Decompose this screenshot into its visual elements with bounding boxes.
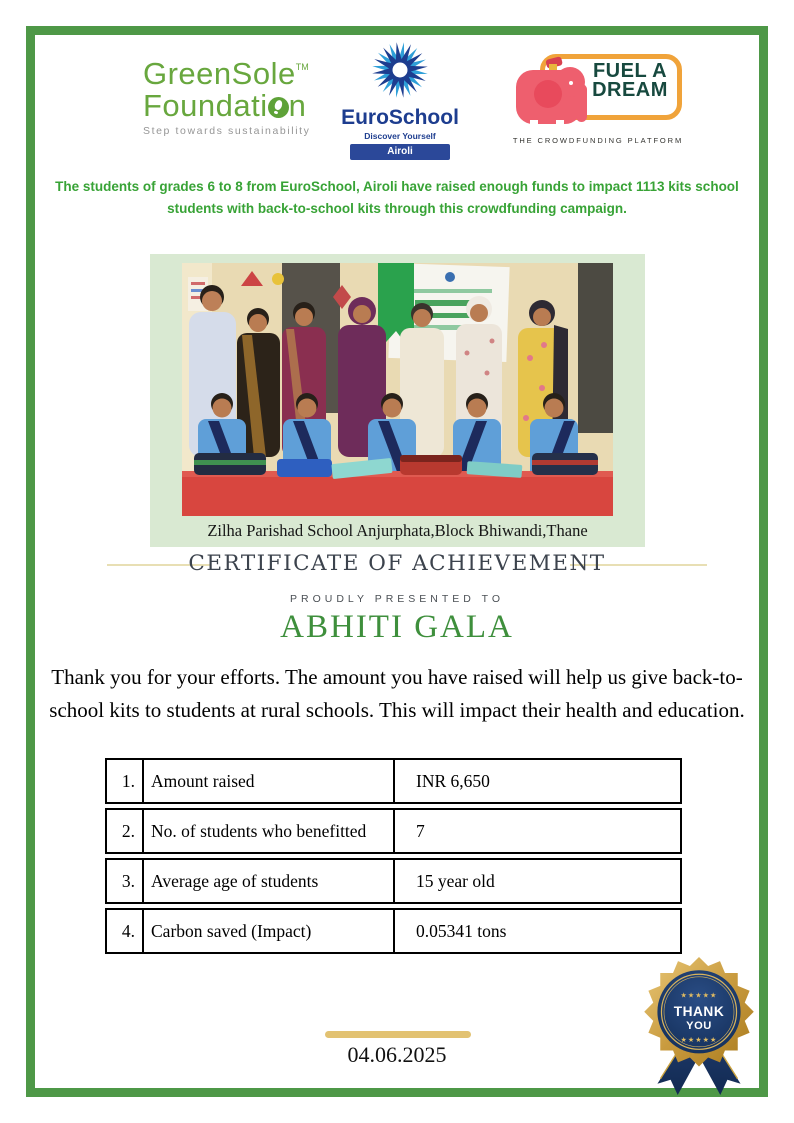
foundation-text-pre: Foundati: [143, 87, 268, 123]
euroschool-tagline: Discover Yourself: [364, 131, 436, 141]
fueladream-logo: [508, 50, 688, 145]
table-row: [105, 858, 682, 904]
fueladream-mark: [508, 50, 688, 132]
badge-text-line2: YOU: [686, 1020, 712, 1033]
row-value: INR 6,650: [416, 770, 490, 791]
school-photo-illustration: [182, 263, 613, 516]
badge-text-line1: THANK: [673, 1003, 725, 1019]
row-number: 2.: [107, 810, 144, 852]
certificate-heading: CERTIFICATE OF ACHIEVEMENT: [188, 551, 606, 576]
euroschool-logo: [336, 40, 464, 160]
greensole-line2: [143, 87, 318, 123]
euroschool-branch-badge: Airoli: [350, 144, 450, 160]
row-number: 1.: [107, 760, 144, 802]
row-number: 4.: [107, 910, 144, 952]
row-value: 15 year old: [416, 870, 495, 891]
row-number: 3.: [107, 860, 144, 902]
table-row: [105, 758, 682, 804]
presented-label: PROUDLY PRESENTED TO: [289, 593, 504, 605]
row-value: 7: [416, 820, 425, 841]
greensole-tagline: Step towards sustainability: [143, 125, 311, 138]
fueladream-tagline: THE CROWDFUNDING PLATFORM: [512, 136, 684, 145]
row-label: No. of students who benefitted: [144, 810, 395, 852]
greensole-tm: TM: [295, 62, 309, 72]
row-label: Amount raised: [144, 760, 395, 802]
row-label: Average age of students: [144, 860, 395, 902]
photo-frame: [150, 254, 645, 547]
certificate-date: 04.06.2025: [347, 1042, 447, 1067]
greensole-line1: GreenSole: [143, 56, 296, 91]
fueladream-line2: DREAM: [592, 79, 668, 101]
photo-caption: Zilha Parishad School Anjurphata,Block Bhiwandi,Thane: [207, 521, 588, 540]
badge-stars-top: ★★★★★: [680, 990, 718, 1000]
row-label: Carbon saved (Impact): [144, 910, 395, 952]
badge-stars-bottom: ★★★★★: [680, 1035, 718, 1045]
fueladream-line1: FUEL A: [592, 60, 668, 82]
globe-footprint-icon: [268, 97, 289, 118]
intro-text: The students of grades 6 to 8 from EuroSchool, Airoli have raised enough funds to impact 1113 kits school students with back-to-school kits through this crowdfunding campaign.: [55, 179, 739, 217]
date-rule: [325, 1031, 471, 1038]
thank-you-badge: [641, 956, 757, 1098]
euroschool-name: EuroSchool: [341, 106, 459, 129]
stats-table: [105, 758, 682, 958]
table-row: [105, 808, 682, 854]
table-row: [105, 908, 682, 954]
greensole-foundation-logo: [143, 58, 318, 137]
greensole-name: [143, 58, 318, 90]
recipient-name: ABHITI GALA: [280, 609, 514, 645]
foundation-text-post: n: [288, 87, 307, 123]
row-value: 0.05341 tons: [416, 920, 507, 941]
euroschool-star-icon: [369, 40, 431, 100]
elephant-pump-icon: [508, 50, 604, 132]
certificate-body: Thank you for your efforts. The amount you have raised will help us give back-to-school kits to students at rural schools. This will impact their health and education.: [49, 665, 745, 723]
